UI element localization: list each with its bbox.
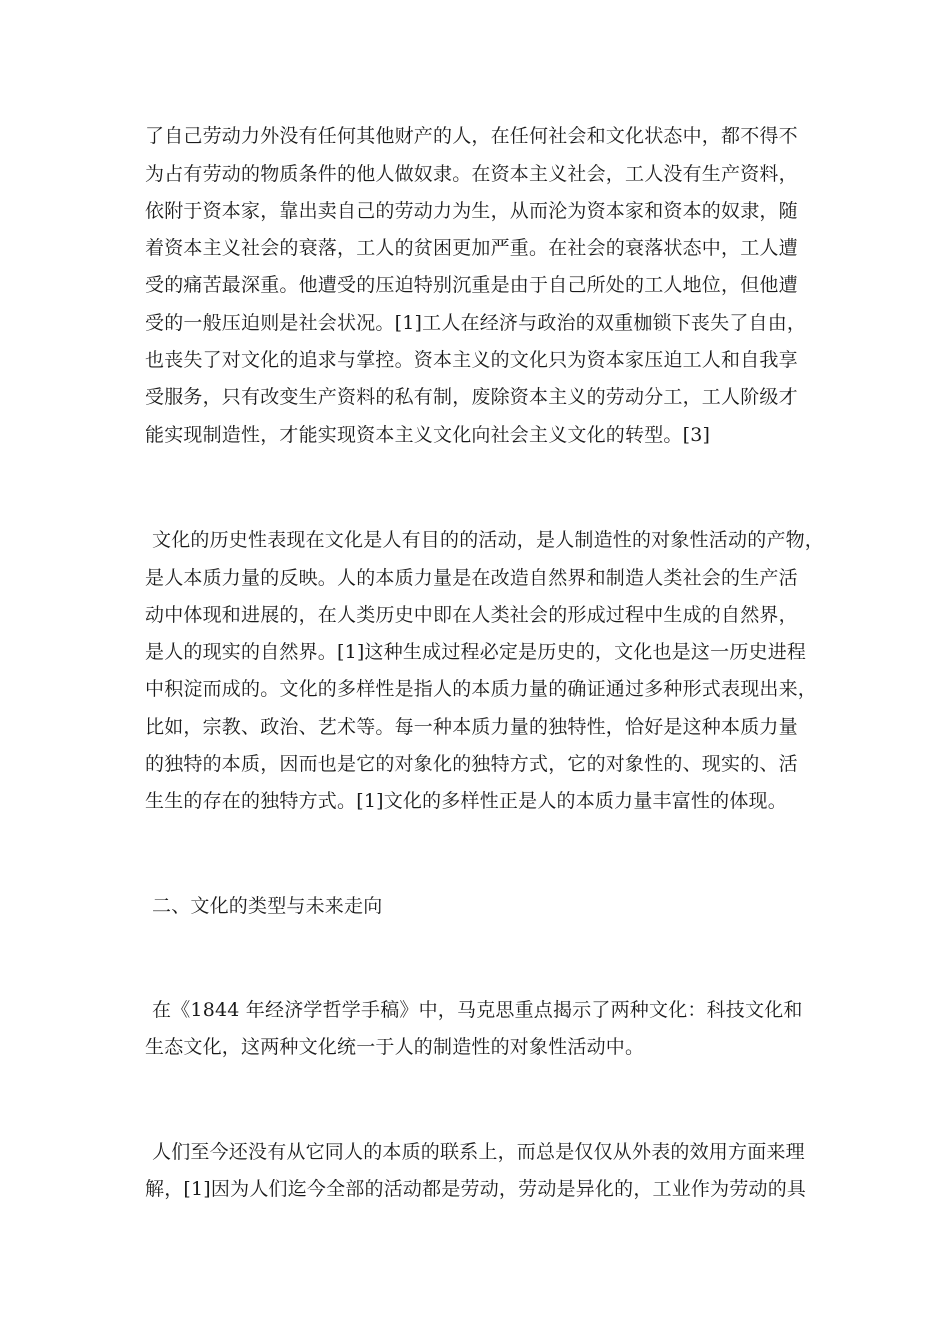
text-line: 生生的存在的独特方式。[1]文化的多样性正是人的本质力量丰富性的体现。 xyxy=(145,790,787,812)
text-line: 了自己劳动力外没有任何其他财产的人，在任何社会和文化状态中，都不得不 xyxy=(145,125,798,147)
text-line: 着资本主义社会的衰落，工人的贫困更加严重。在社会的衰落状态中，工人遭 xyxy=(145,237,798,259)
text-line: 是人的现实的自然界。[1]这种生成过程必定是历史的，文化也是这一历史进程 xyxy=(145,641,807,663)
text-line: 的独特的本质，因而也是它的对象化的独特方式，它的对象性的、现实的、活 xyxy=(145,753,798,775)
text-line: 解，[1]因为人们迄今全部的活动都是劳动，劳动是异化的，工业作为劳动的具 xyxy=(145,1178,807,1200)
text-line: 在《1844 年经济学哲学手稿》中，马克思重点揭示了两种文化：科技文化和 xyxy=(152,999,803,1021)
text-line: 为占有劳动的物质条件的他人做奴隶。在资本主义社会，工人没有生产资料， xyxy=(145,163,798,185)
text-line: 比如，宗教、政治、艺术等。每一种本质力量的独特性，恰好是这种本质力量 xyxy=(145,716,798,738)
text-line: 依附于资本家，靠出卖自己的劳动力为生，从而沦为资本家和资本的奴隶，随 xyxy=(145,200,798,222)
text-line: 受服务，只有改变生产资料的私有制，废除资本主义的劳动分工，工人阶级才 xyxy=(145,386,798,408)
text-line: 是人本质力量的反映。人的本质力量是在改造自然界和制造人类社会的生产活 xyxy=(145,567,798,589)
text-line: 文化的历史性表现在文化是人有目的的活动，是人制造性的对象性活动的产物， xyxy=(152,529,825,551)
text-line: 中积淀而成的。文化的多样性是指人的本质力量的确证通过多种形式表现出来， xyxy=(145,678,818,700)
text-line: 也丧失了对文化的追求与掌控。资本主义的文化只为资本家压迫工人和自我享 xyxy=(145,349,798,371)
text-line: 受的痛苦最深重。他遭受的压迫特别沉重是由于自己所处的工人地位，但他遭 xyxy=(145,274,798,296)
text-line: 人们至今还没有从它同人的本质的联系上，而总是仅仅从外表的效用方面来理 xyxy=(152,1141,805,1163)
text-line: 动中体现和进展的，在人类历史中即在人类社会的形成过程中生成的自然界， xyxy=(145,604,798,626)
text-line: 能实现制造性，才能实现资本主义文化向社会主义文化的转型。[3] xyxy=(145,424,711,446)
text-line: 生态文化，这两种文化统一于人的制造性的对象性活动中。 xyxy=(145,1036,645,1058)
text-line: 受的一般压迫则是社会状况。[1]工人在经济与政治的双重枷锁下丧失了自由， xyxy=(145,312,807,334)
section-heading: 二、文化的类型与未来走向 xyxy=(152,895,383,917)
